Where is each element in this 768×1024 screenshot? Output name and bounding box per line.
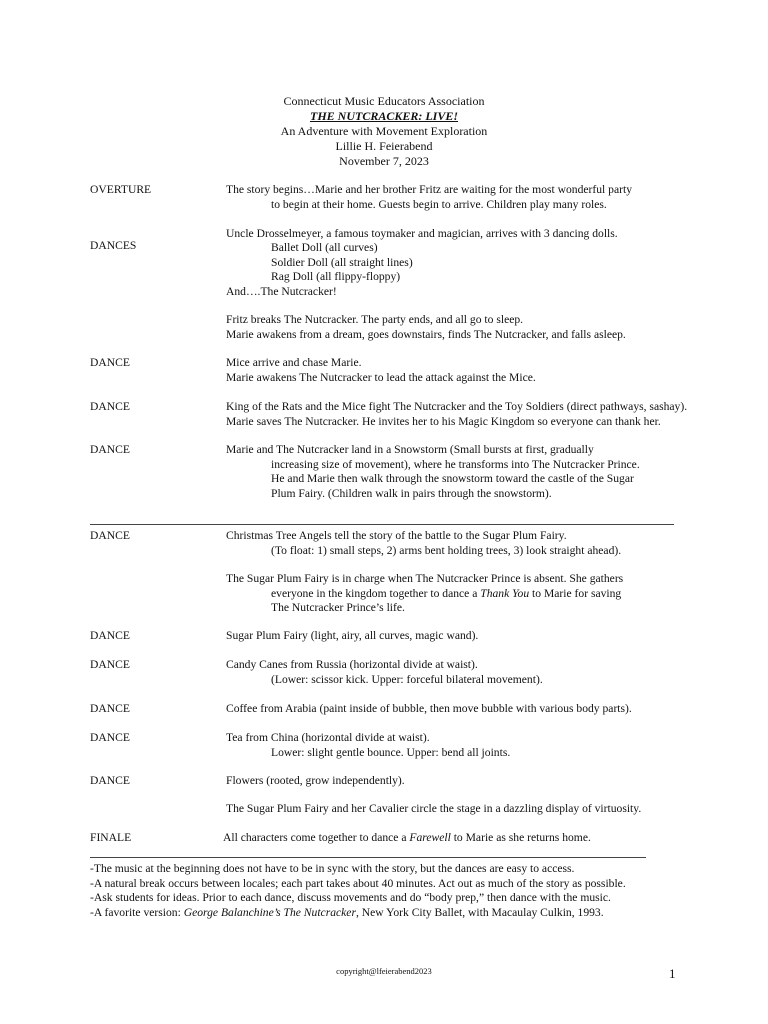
section-text: The Nutcracker Prince’s life. [271,601,405,614]
section-text: Flowers (rooted, grow independently). [226,774,405,787]
section-label: DANCE [90,774,130,787]
section-text: Mice arrive and chase Marie. [226,356,362,369]
section-text: everyone in the kingdom together to dance a Thank You to Marie for saving [271,587,622,600]
section-text: to begin at their home. Guests begin to arrive. Children play many roles. [271,198,607,211]
section-text: Christmas Tree Angels tell the story of the battle to the Sugar Plum Fairy. [226,529,567,542]
document-header [0,94,768,169]
list-item: Rag Doll (all flippy-floppy) [271,270,401,283]
section-label: DANCE [90,629,130,642]
section-text: King of the Rats and the Mice fight The Nutcracker and the Toy Soldiers (direct pathways, sashay). [226,400,688,413]
page-number: 1 [669,966,676,981]
section-label: FINALE [90,831,132,844]
section-text: Plum Fairy. (Children walk in pairs through the snowstorm). [271,487,552,500]
section-text: The Sugar Plum Fairy is in charge when The Nutcracker Prince is absent. She gathers [226,572,624,585]
document-subtitle: An Adventure with Movement Exploration [280,124,488,138]
note-item: -Ask students for ideas. Prior to each dance, discuss movements and do “body prep,” then dance with the music. [90,891,611,905]
section-label: DANCES [90,239,137,252]
section-text: (To float: 1) small steps, 2) arms bent holding trees, 3) look straight ahead). [271,544,622,557]
section-divider [90,857,646,858]
section-text: Tea from China (horizontal divide at waist). [226,731,430,744]
section-label: DANCE [90,400,130,413]
section-text: Candy Canes from Russia (horizontal divide at waist). [226,658,478,671]
section-divider [90,524,674,525]
section-text: Marie awakens The Nutcracker to lead the attack against the Mice. [226,371,536,384]
emphasis-text: Thank You [480,587,530,600]
copyright-footer: copyright@lfeierabend2023 [336,966,432,976]
section-text: Coffee from Arabia (paint inside of bubble, then move bubble with various body parts). [226,702,632,715]
section-label: DANCE [90,529,130,542]
section-text: The story begins…Marie and her brother Fritz are waiting for the most wonderful party [226,183,632,196]
section-text: Uncle Drosselmeyer, a famous toymaker and magician, arrives with 3 dancing dolls. [226,227,618,240]
section-label: DANCE [90,356,130,369]
document-title: THE NUTCRACKER: LIVE! [309,109,459,123]
document-date: November 7, 2023 [339,154,429,168]
section-text: Sugar Plum Fairy (light, airy, all curves, magic wand). [226,629,479,642]
section-text: Marie awakens from a dream, goes downstairs, finds The Nutcracker, and falls asleep. [226,328,626,341]
list-item: Ballet Doll (all curves) [271,241,378,254]
note-item: -A favorite version: George Balanchine’s The Nutcracker, New York City Ballet, with Macaulay Culkin, 1993. [90,905,604,919]
list-item: And….The Nutcracker! [226,285,337,298]
note-item: -The music at the beginning does not have to be in sync with the story, but the dances are easy to access. [90,862,575,875]
section-text: He and Marie then walk through the snowstorm toward the castle of the Sugar [271,472,634,485]
section-text: The Sugar Plum Fairy and her Cavalier circle the stage in a dazzling display of virtuosity. [226,802,642,815]
section-text: Fritz breaks The Nutcracker. The party ends, and all go to sleep. [226,313,524,326]
section-label: OVERTURE [90,183,152,196]
section-text: Marie and The Nutcracker land in a Snowstorm (Small bursts at first, gradually [226,443,594,456]
section-label: DANCE [90,443,130,456]
section-text: Marie saves The Nutcracker. He invites her to his Magic Kingdom so everyone can thank her. [226,415,661,428]
section-text: Lower: slight gentle bounce. Upper: bend all joints. [271,746,511,759]
section-text: increasing size of movement), where he transforms into The Nutcracker Prince. [271,458,640,471]
emphasis-text: Farewell [409,831,451,844]
list-item: Soldier Doll (all straight lines) [271,256,413,269]
notes-block [90,862,626,920]
emphasis-text: George Balanchine’s The Nutcracker [183,905,356,919]
note-item: -A natural break occurs between locales; each part takes about 40 minutes. Act out as much of the story as possible. [90,876,626,890]
section-label: DANCE [90,702,130,715]
organization-name: Connecticut Music Educators Association [283,94,485,108]
section-label: DANCE [90,731,130,744]
author-name: Lillie H. Feierabend [335,139,433,153]
section-text: (Lower: scissor kick. Upper: forceful bilateral movement). [271,673,543,686]
section-text: All characters come together to dance a Farewell to Marie as she returns home. [223,831,591,844]
section-label: DANCE [90,658,130,671]
